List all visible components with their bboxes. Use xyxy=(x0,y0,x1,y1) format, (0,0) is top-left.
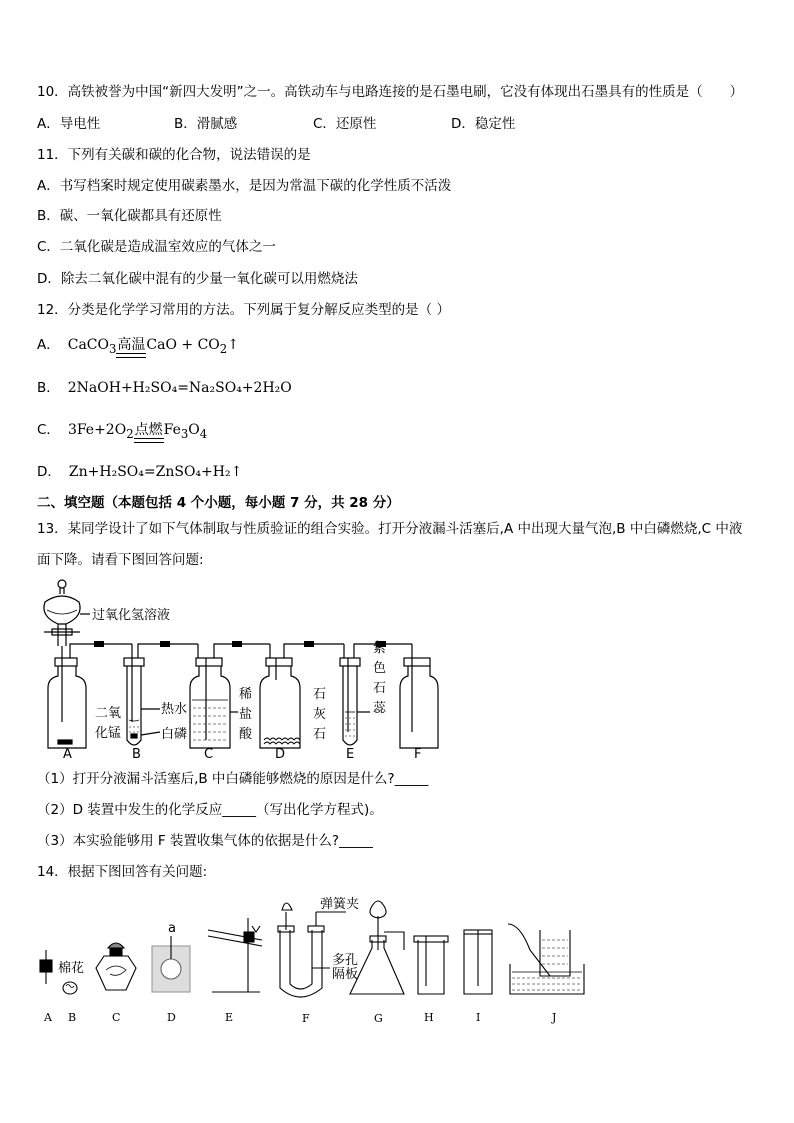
label-litmus-3: 石 xyxy=(373,681,387,696)
label-spring-clip: 弹簧夹 xyxy=(320,897,360,912)
fig14-letter-e: E xyxy=(225,1011,234,1024)
q14-apparatus-figure xyxy=(0,890,794,1030)
label-a: a xyxy=(168,921,176,936)
label-litmus-1: 紫 xyxy=(373,641,387,656)
label-limestone-3: 石 xyxy=(313,727,327,742)
q12-a-reactant: CaCO xyxy=(67,337,109,353)
q12-a-sub2: 2 xyxy=(219,341,228,356)
label-mno2-2: 化锰 xyxy=(95,726,122,741)
label-dilute-2: 盐 xyxy=(239,707,253,722)
fig14-letter-c: C xyxy=(112,1011,121,1024)
apparatus-letter-b: B xyxy=(132,747,141,762)
q12-option-d-label: D． xyxy=(37,464,61,480)
q12-b-equation: 2NaOH+H₂SO₄=Na₂SO₄+2H₂O xyxy=(67,380,292,396)
label-porous-2: 隔板 xyxy=(332,967,359,982)
label-dilute-3: 酸 xyxy=(239,727,253,742)
q10-option-d: D．稳定性 xyxy=(451,116,516,132)
q12-a-condition: 高温 xyxy=(116,334,146,356)
q13-sub1: （1）打开分液漏斗活塞后,B 中白磷能够燃烧的原因是什么?_____ xyxy=(37,771,429,787)
label-cotton: 棉花 xyxy=(58,961,85,976)
q12-a-products: CaO + CO xyxy=(146,337,220,353)
q12-option-a xyxy=(37,334,239,360)
q12-d-equation: Zn+H₂SO₄=ZnSO₄+H₂↑ xyxy=(68,464,243,480)
label-porous-1: 多孔 xyxy=(332,953,359,968)
label-limestone-1: 石 xyxy=(313,687,327,702)
q13-apparatus-figure xyxy=(0,572,794,767)
fig14-letter-g: G xyxy=(374,1012,383,1025)
q12-option-c-label: C． xyxy=(37,422,60,438)
fig14-letter-i: I xyxy=(476,1011,481,1024)
q11-option-c: C．二氧化碳是造成温室效应的气体之一 xyxy=(37,239,276,255)
q12-stem: 12．分类是化学学习常用的方法。下列属于复分解反应类型的是（ ） xyxy=(37,302,450,318)
apparatus-letter-c: C xyxy=(204,747,214,762)
apparatus-letter-f: F xyxy=(414,747,422,762)
q13-sub3: （3）本实验能够用 F 装置收集气体的依据是什么?_____ xyxy=(37,833,373,849)
label-litmus-2: 色 xyxy=(373,661,387,676)
apparatus-letter-e: E xyxy=(346,747,355,762)
q10-option-b: B．滑腻感 xyxy=(174,116,238,132)
q12-c-product: Fe xyxy=(163,422,181,438)
q12-c-condition: 点燃 xyxy=(134,419,164,441)
q12-c-sub: 2 xyxy=(126,426,134,441)
q10-option-c: C．还原性 xyxy=(313,116,377,132)
fig14-letter-a: A xyxy=(44,1011,52,1024)
label-litmus-4: 蕊 xyxy=(373,701,387,716)
label-limestone-2: 灰 xyxy=(313,707,327,722)
q11-option-b: B．碳、一氧化碳都具有还原性 xyxy=(37,208,222,224)
section-heading: 二、填空题（本题包括 4 个小题，每小题 7 分，共 28 分） xyxy=(37,495,400,511)
q10-option-a: A．导电性 xyxy=(37,116,101,132)
q11-stem: 11．下列有关碳和碳的化合物，说法错误的是 xyxy=(37,147,311,163)
q13-stem-line1: 13．某同学设计了如下气体制取与性质验证的组合实验。打开分液漏斗活塞后,A 中出现大量气泡,B 中白磷燃烧,C 中液 xyxy=(37,521,743,537)
q12-c-sub3: 4 xyxy=(199,426,208,441)
q12-c-reactants: 3Fe+2O xyxy=(67,422,127,438)
q11-option-d: D．除去二氧化碳中混有的少量一氧化碳可以用燃烧法 xyxy=(37,271,358,287)
fig14-letter-f: F xyxy=(302,1012,310,1025)
label-white-phosphorus: 白磷 xyxy=(161,727,188,742)
fig14-letter-d: D xyxy=(167,1011,176,1024)
q13-sub2: （2）D 装置中发生的化学反应_____（写出化学方程式)。 xyxy=(37,802,383,818)
label-dilute-1: 稀 xyxy=(239,687,253,702)
fig14-letter-j: J xyxy=(552,1011,557,1024)
fig14-letter-h: H xyxy=(424,1011,434,1024)
q12-option-b xyxy=(37,377,292,399)
funnel-label: 过氧化氢溶液 xyxy=(92,608,171,623)
q12-option-a-label: A． xyxy=(37,337,60,353)
q12-a-sub: 3 xyxy=(109,341,117,356)
apparatus-letter-d: D xyxy=(275,747,286,762)
q13-stem-line2: 面下降。请看下图回答问题: xyxy=(37,552,204,568)
q12-option-c xyxy=(37,419,207,445)
q10-stem: 10．高铁被誉为中国“新四大发明”之一。高铁动车与电路连接的是石墨电刷，它没有体现出石墨具有的性质是（ ） xyxy=(37,84,744,100)
q12-option-d xyxy=(37,461,242,483)
label-mno2-1: 二氧 xyxy=(95,706,122,721)
apparatus-letter-a: A xyxy=(63,747,72,762)
q12-c-product-tail: O xyxy=(188,422,200,438)
q12-c-sub2: 3 xyxy=(180,426,189,441)
q11-option-a: A．书写档案时规定使用碳素墨水，是因为常温下碳的化学性质不活泼 xyxy=(37,178,452,194)
q12-option-b-label: B． xyxy=(37,380,60,396)
q14-stem: 14．根据下图回答有关问题: xyxy=(37,864,208,880)
fig14-letter-b: B xyxy=(68,1011,77,1024)
gas-arrow-icon: ↑ xyxy=(227,337,239,353)
label-hot-water: 热水 xyxy=(161,702,188,717)
